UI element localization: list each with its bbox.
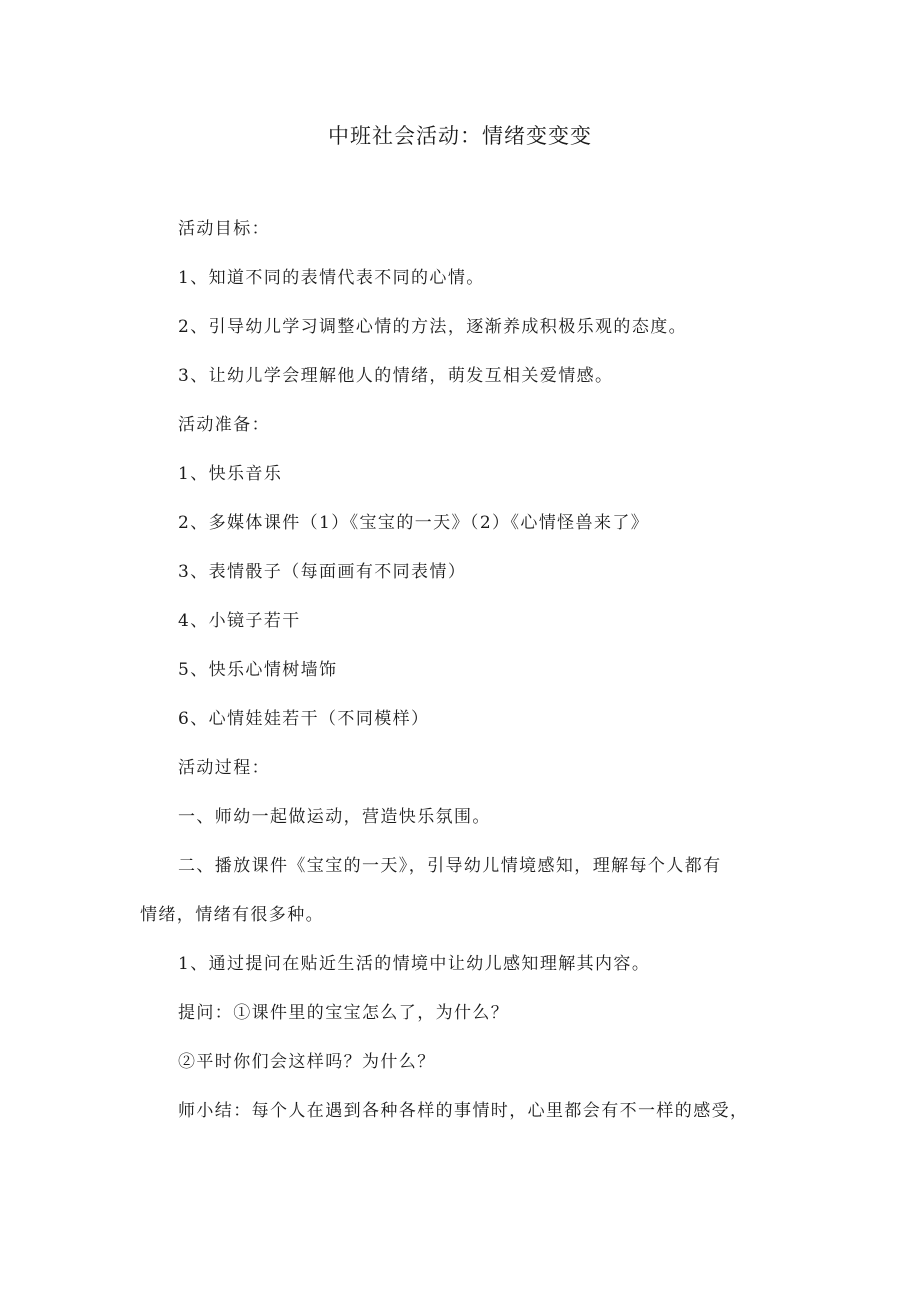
paragraph-line: 6、心情娃娃若干（不同模样） xyxy=(178,709,430,729)
section-heading-process: 活动过程： xyxy=(178,758,270,778)
document-title: 中班社会活动：情绪变变变 xyxy=(328,124,592,148)
paragraph-line: 4、小镜子若干 xyxy=(178,611,301,631)
paragraph-line: 2、多媒体课件（1）《宝宝的一天》（2）《心情怪兽来了》 xyxy=(178,513,650,533)
paragraph-line: 1、通过提问在贴近生活的情境中让幼儿感知理解其内容。 xyxy=(178,954,651,974)
paragraph-line: 3、表情骰子（每面画有不同表情） xyxy=(178,562,467,582)
paragraph-line: 1、快乐音乐 xyxy=(178,464,283,484)
paragraph-line: 5、快乐心情树墙饰 xyxy=(178,660,338,680)
paragraph-line: ②平时你们会这样吗？为什么？ xyxy=(178,1052,436,1072)
paragraph-line: 2、引导幼儿学习调整心情的方法，逐渐养成积极乐观的态度。 xyxy=(178,317,688,337)
paragraph-line: 提问：①课件里的宝宝怎么了，为什么？ xyxy=(178,1003,510,1023)
paragraph-line: 1、知道不同的表情代表不同的心情。 xyxy=(178,268,485,288)
paragraph-line: 情绪，情绪有很多种。 xyxy=(140,905,324,925)
paragraph-line: 师小结：每个人在遇到各种各样的事情时，心里都会有不一样的感受， xyxy=(178,1101,749,1121)
paragraph-line: 二、播放课件《宝宝的一天》，引导幼儿情境感知，理解每个人都有 xyxy=(178,856,722,876)
section-heading-goals: 活动目标： xyxy=(178,219,270,239)
paragraph-line: 3、让幼儿学会理解他人的情绪，萌发互相关爱情感。 xyxy=(178,366,614,386)
section-heading-preparation: 活动准备： xyxy=(178,415,270,435)
paragraph-line: 一、师幼一起做运动，营造快乐氛围。 xyxy=(178,807,491,827)
